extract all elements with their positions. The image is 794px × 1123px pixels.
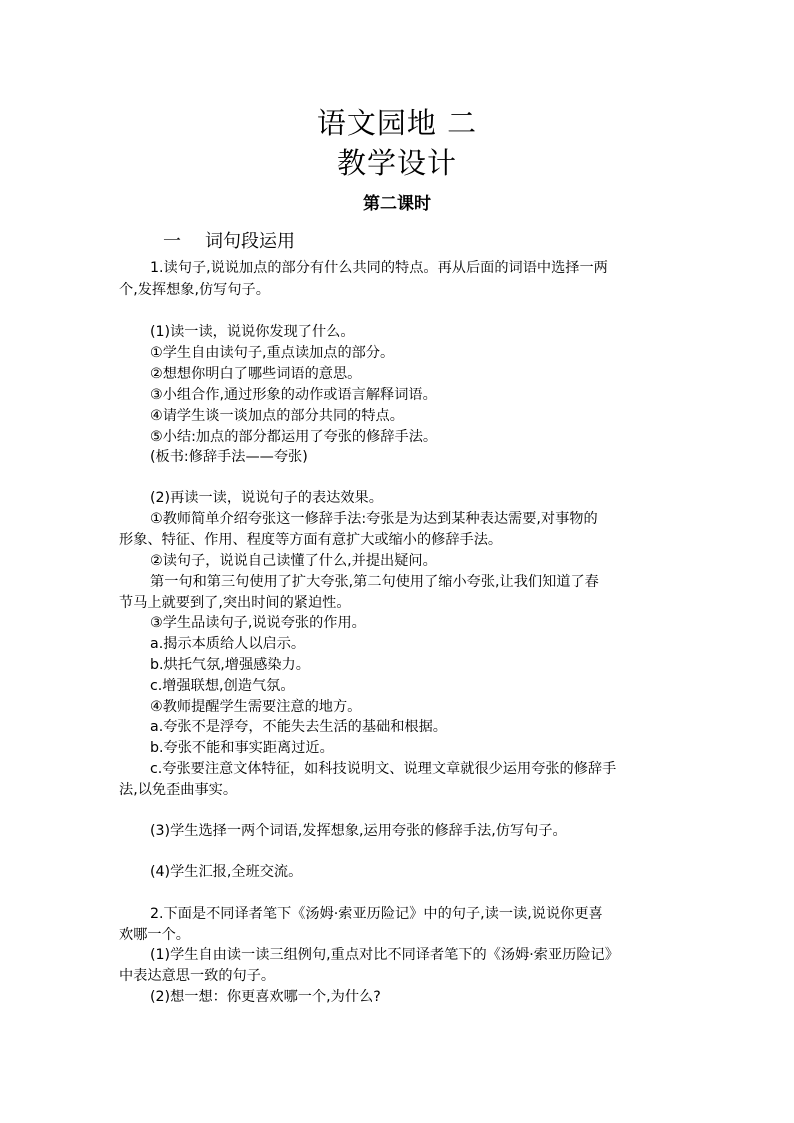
paragraph-line: (1)读一读，说说你发现了什么。 xyxy=(150,324,355,340)
paragraph-line: 第一句和第三句使用了扩大夸张,第二句使用了缩小夸张,让我们知道了春 xyxy=(150,574,599,590)
paragraph-line: ④教师提醒学生需要注意的地方。 xyxy=(150,699,362,715)
paragraph-line: b.夸张不能和事实距离过近。 xyxy=(150,740,334,756)
paragraph-line: ③学生品读句子,说说夸张的作用。 xyxy=(150,615,366,631)
paragraph-line: (板书:修辞手法——夸张) xyxy=(150,449,308,465)
paragraph-line: 法,以免歪曲事实。 xyxy=(119,782,238,798)
section-heading xyxy=(163,227,295,253)
paragraph-line: 中表达意思一致的句子。 xyxy=(119,968,276,984)
paragraph-line: ①教师简单介绍夸张这一修辞手法:夸张是为达到某种表达需要,对事物的 xyxy=(150,511,598,527)
paragraph-line: 形象、特征、作用、程度等方面有意扩大或缩小的修辞手法。 xyxy=(119,532,503,548)
paragraph-line: ①学生自由读句子,重点读加点的部分。 xyxy=(150,345,395,361)
paragraph-line: 2.下面是不同译者笔下《汤姆·索亚历险记》中的句子,读一读,说说你更喜 xyxy=(150,906,603,922)
paragraph-line: b.烘托气氛,增强感染力。 xyxy=(150,657,310,673)
paragraph-line: (3)学生选择一两个词语,发挥想象,运用夸张的修辞手法,仿写句子。 xyxy=(150,823,567,839)
paragraph-line: c.夸张要注意文体特征，如科技说明文、说理文章就很少运用夸张的修辞手 xyxy=(150,761,617,777)
paragraph-line: ⑤小结:加点的部分都运用了夸张的修辞手法。 xyxy=(150,429,438,445)
paragraph-line: 节马上就要到了,突出时间的紧迫性。 xyxy=(119,595,351,611)
paragraph-line: a.揭示本质给人以启示。 xyxy=(150,636,306,652)
section-title: 词句段运用 xyxy=(205,231,295,252)
paragraph-line: ④请学生谈一谈加点的部分共同的特点。 xyxy=(150,408,404,424)
paragraph-line: ②读句子，说说自己读懂了什么,并提出疑问。 xyxy=(150,553,437,569)
paragraph-line: c.增强联想,创造气氛。 xyxy=(150,678,295,694)
paragraph-line: (2)想一想：你更喜欢哪一个,为什么? xyxy=(150,989,381,1005)
paragraph-line: (4)学生汇报,全班交流。 xyxy=(150,864,303,880)
paragraph-line: (1)学生自由读一读三组例句,重点对比不同译者笔下的《汤姆·索亚历险记》 xyxy=(150,947,619,963)
paragraph-line: (2)再读一读，说说句子的表达效果。 xyxy=(150,490,383,506)
paragraph-line: 个,发挥想象,仿写句子。 xyxy=(119,282,270,298)
paragraph-line: ②想想你明白了哪些词语的意思。 xyxy=(150,366,362,382)
paragraph-line: ③小组合作,通过形象的动作或语言解释词语。 xyxy=(150,387,437,403)
paragraph-line: 欢哪一个。 xyxy=(119,927,190,943)
paragraph-line: a.夸张不是浮夸，不能失去生活的基础和根据。 xyxy=(150,719,447,735)
document-subtitle: 教学设计 xyxy=(336,146,457,180)
lesson-label: 第二课时 xyxy=(363,194,431,214)
document-title: 语文园地 二 xyxy=(316,106,478,140)
section-number: 一 xyxy=(163,231,181,252)
paragraph-line: 1.读句子,说说加点的部分有什么共同的特点。再从后面的词语中选择一两 xyxy=(150,260,608,276)
